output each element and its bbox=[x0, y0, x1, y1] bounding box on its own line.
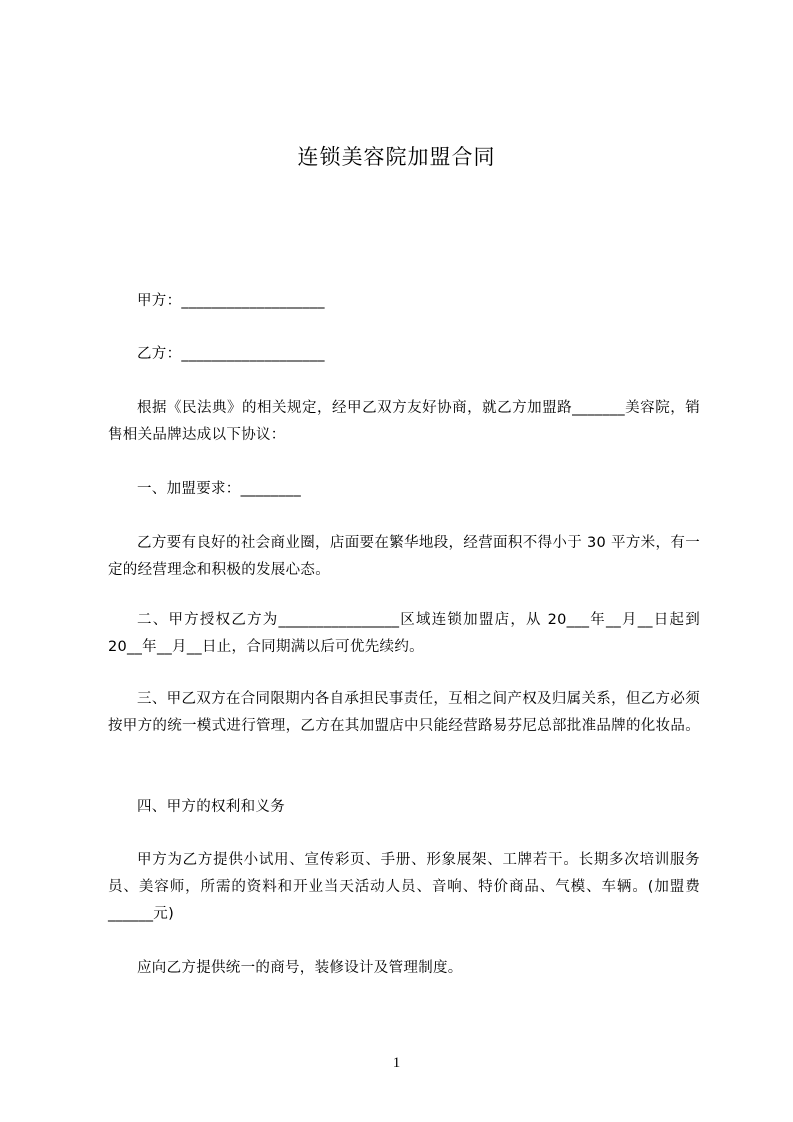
section-4-heading: 四、甲方的权利和义务 bbox=[137, 799, 285, 815]
party-a-line: 甲方：___________________ bbox=[137, 293, 325, 309]
section-1-heading: 一、加盟要求：________ bbox=[137, 481, 301, 497]
party-b-line: 乙方：___________________ bbox=[137, 346, 325, 362]
page-number: 1 bbox=[392, 1055, 401, 1071]
section-3-paragraph: 三、甲乙双方在合同限期内各自承担民事责任，互相之间产权及归属关系，但乙方必须按甲方的统一模式进行管理，乙方在其加盟店中只能经营路易芬尼总部批准品牌的化妆品。 bbox=[108, 691, 700, 734]
section-4-extra: 应向乙方提供统一的商号，装修设计及管理制度。 bbox=[137, 960, 463, 976]
intro-paragraph: 根据《民法典》的相关规定，经甲乙双方友好协商，就乙方加盟路_______美容院，销售相关品牌达成以下协议： bbox=[108, 400, 700, 443]
section-2-paragraph: 二、甲方授权乙方为________________区域连锁加盟店，从 20___年__月__日起到 20__年__月__日止，合同期满以后可优先续约。 bbox=[108, 612, 700, 655]
section-4-body: 甲方为乙方提供小试用、宣传彩页、手册、形象展架、工牌若干。长期多次培训服务员、美容师，所需的资料和开业当天活动人员、音响、特价商品、气模、车辆。(加盟费______元) bbox=[108, 852, 700, 922]
document-title: 连锁美容院加盟合同 bbox=[297, 145, 496, 169]
section-1-body: 乙方要有良好的社会商业圈，店面要在繁华地段，经营面积不得小于 30 平方米，有一定的经营理念和积极的发展心态。 bbox=[108, 535, 700, 578]
